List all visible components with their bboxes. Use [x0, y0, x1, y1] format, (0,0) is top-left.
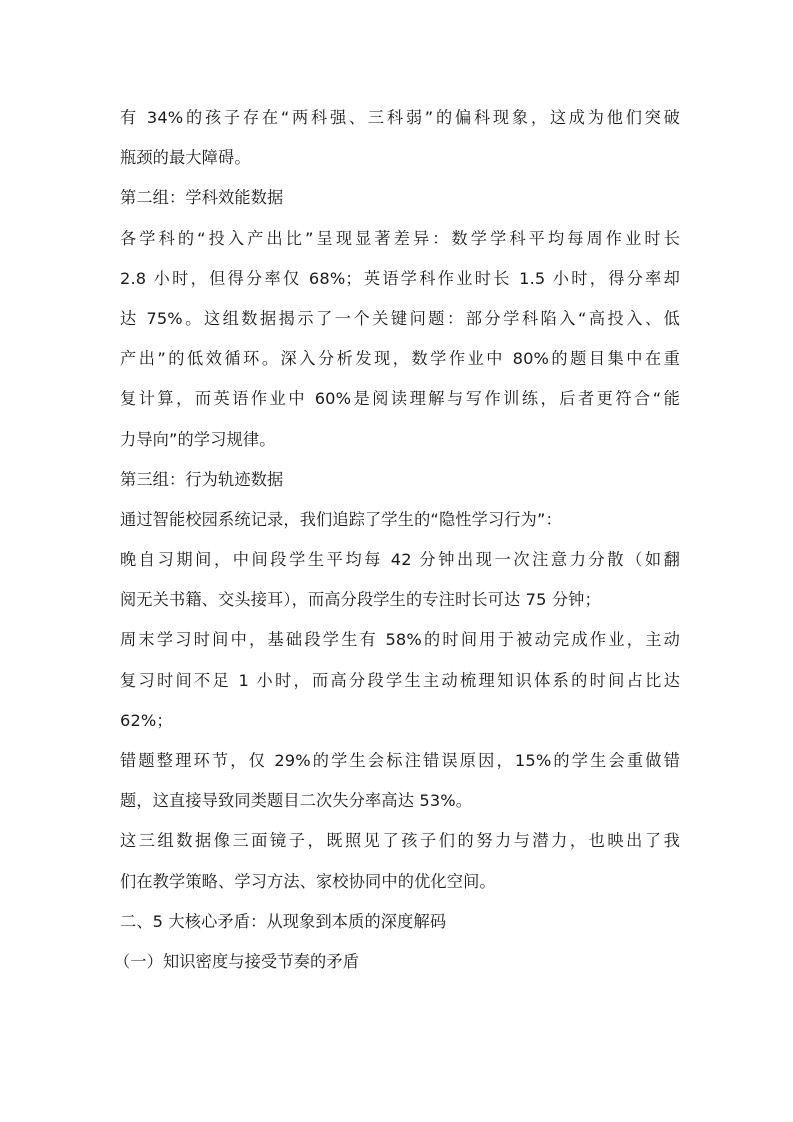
- paragraph-line: 题，这直接导致同类题目二次失分率高达 53%。: [120, 791, 473, 811]
- paragraph-line: 复习时间不足 1 小时，而高分段学生主动梳理知识体系的时间占比达: [120, 670, 680, 690]
- paragraph-line: 力导向”的学习规律。: [120, 429, 276, 449]
- paragraph-line: 晚自习期间，中间段学生平均每 42 分钟出现一次注意力分散（如翻: [120, 550, 680, 570]
- paragraph-line: 阅无关书籍、交头接耳），而高分段学生的专注时长可达 75 分钟；: [120, 590, 601, 610]
- paragraph-line: 们在教学策略、学习方法、家校协同中的优化空间。: [120, 871, 496, 891]
- paragraph-line: 通过智能校园系统记录，我们追踪了学生的“隐性学习行为”：: [120, 509, 562, 529]
- subsection-heading: （一）知识密度与接受节奏的矛盾: [114, 951, 360, 971]
- paragraph-line: 周末学习时间中，基础段学生有 58%的时间用于被动完成作业，主动: [120, 630, 680, 650]
- section-heading: 第三组：行为轨迹数据: [120, 469, 284, 489]
- paragraph-line: 复计算，而英语作业中 60%是阅读理解与写作训练，后者更符合“能: [120, 389, 680, 409]
- section-heading: 第二组：学科效能数据: [120, 188, 284, 208]
- document-body: [114, 98, 680, 982]
- paragraph-line: 各学科的“投入产出比”呈现显著差异：数学学科平均每周作业时长: [120, 228, 680, 248]
- paragraph-line: 这三组数据像三面镜子，既照见了孩子们的努力与潜力，也映出了我: [120, 831, 680, 851]
- paragraph-line: 产出”的低效循环。深入分析发现，数学作业中 80%的题目集中在重: [120, 349, 680, 369]
- paragraph-line: 2.8 小时，但得分率仅 68%；英语学科作业时长 1.5 小时，得分率却: [120, 268, 680, 288]
- paragraph-line: 62%；: [120, 710, 173, 730]
- section-heading: 二、5 大核心矛盾：从现象到本质的深度解码: [120, 911, 447, 931]
- paragraph-line: 瓶颈的最大障碍。: [120, 148, 251, 168]
- paragraph-line: 达 75%。这组数据揭示了一个关键问题：部分学科陷入“高投入、低: [120, 308, 680, 328]
- paragraph-line: 错题整理环节，仅 29%的学生会标注错误原因，15%的学生会重做错: [120, 751, 680, 770]
- paragraph-line: 有 34%的孩子存在“两科强、三科弱”的偏科现象，这成为他们突破: [120, 108, 680, 127]
